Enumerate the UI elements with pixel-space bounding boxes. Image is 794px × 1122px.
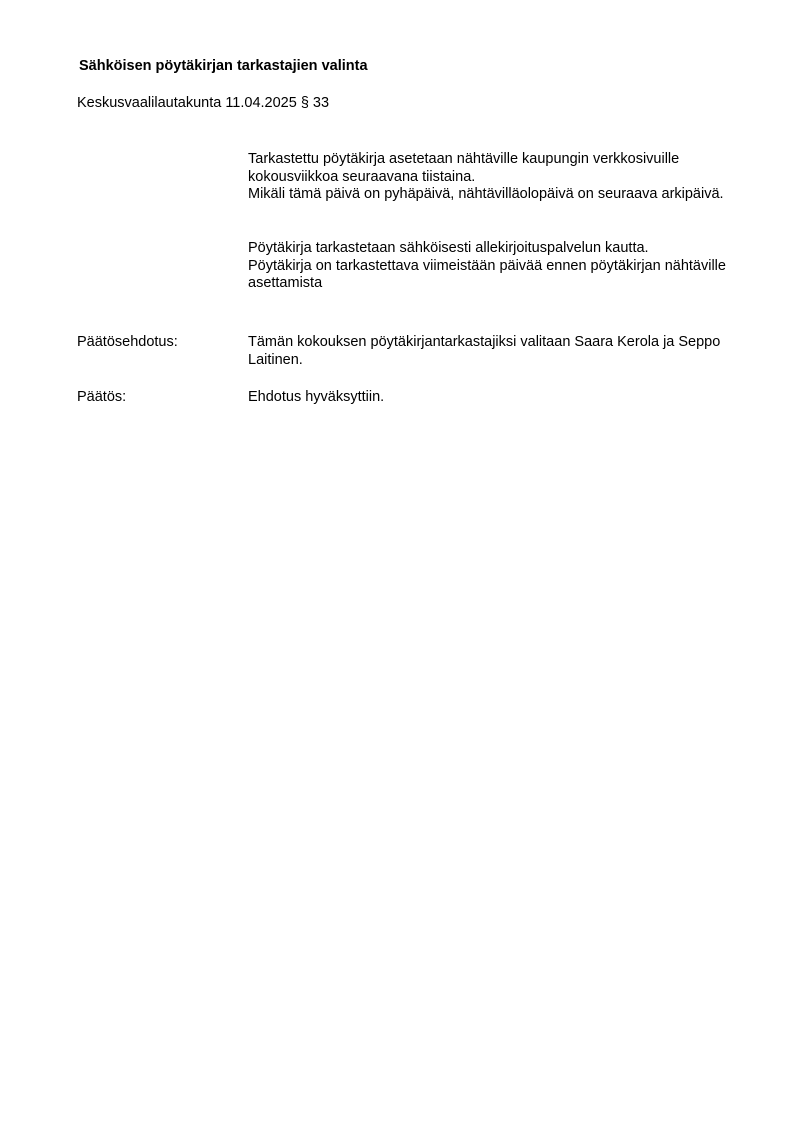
proposal-label: Päätösehdotus: — [77, 334, 178, 350]
intro-2-sentence-2: Pöytäkirja on tarkastettava viimeistään päivää ennen pöytäkirjan nähtäville asettamista — [248, 257, 726, 291]
document-title: Sähköisen pöytäkirjan tarkastajien valinta — [79, 58, 368, 74]
intro-1-sentence-1: Tarkastettu pöytäkirja asetetaan nähtäville kaupungin verkkosivuille kokousviikkoa seuraavana tiistaina. — [248, 151, 680, 185]
intro-1-sentence-2: Mikäli tämä päivä on pyhäpäivä, nähtävilläolopäivä on seuraava arkipäivä. — [248, 186, 724, 202]
proposal-text: Tämän kokouksen pöytäkirjantarkastajiksi valitaan Saara Kerola ja Seppo Laitinen. — [248, 334, 721, 368]
decision-label: Päätös: — [77, 389, 127, 405]
decision-text: Ehdotus hyväksyttiin. — [248, 389, 385, 405]
intro-2-sentence-1: Pöytäkirja tarkastetaan sähköisesti allekirjoituspalvelun kautta. — [248, 240, 649, 256]
intro-paragraph-2 — [248, 240, 728, 293]
intro-paragraph-1 — [248, 151, 728, 204]
meeting-reference: Keskusvaalilautakunta 11.04.2025 § 33 — [77, 95, 330, 111]
